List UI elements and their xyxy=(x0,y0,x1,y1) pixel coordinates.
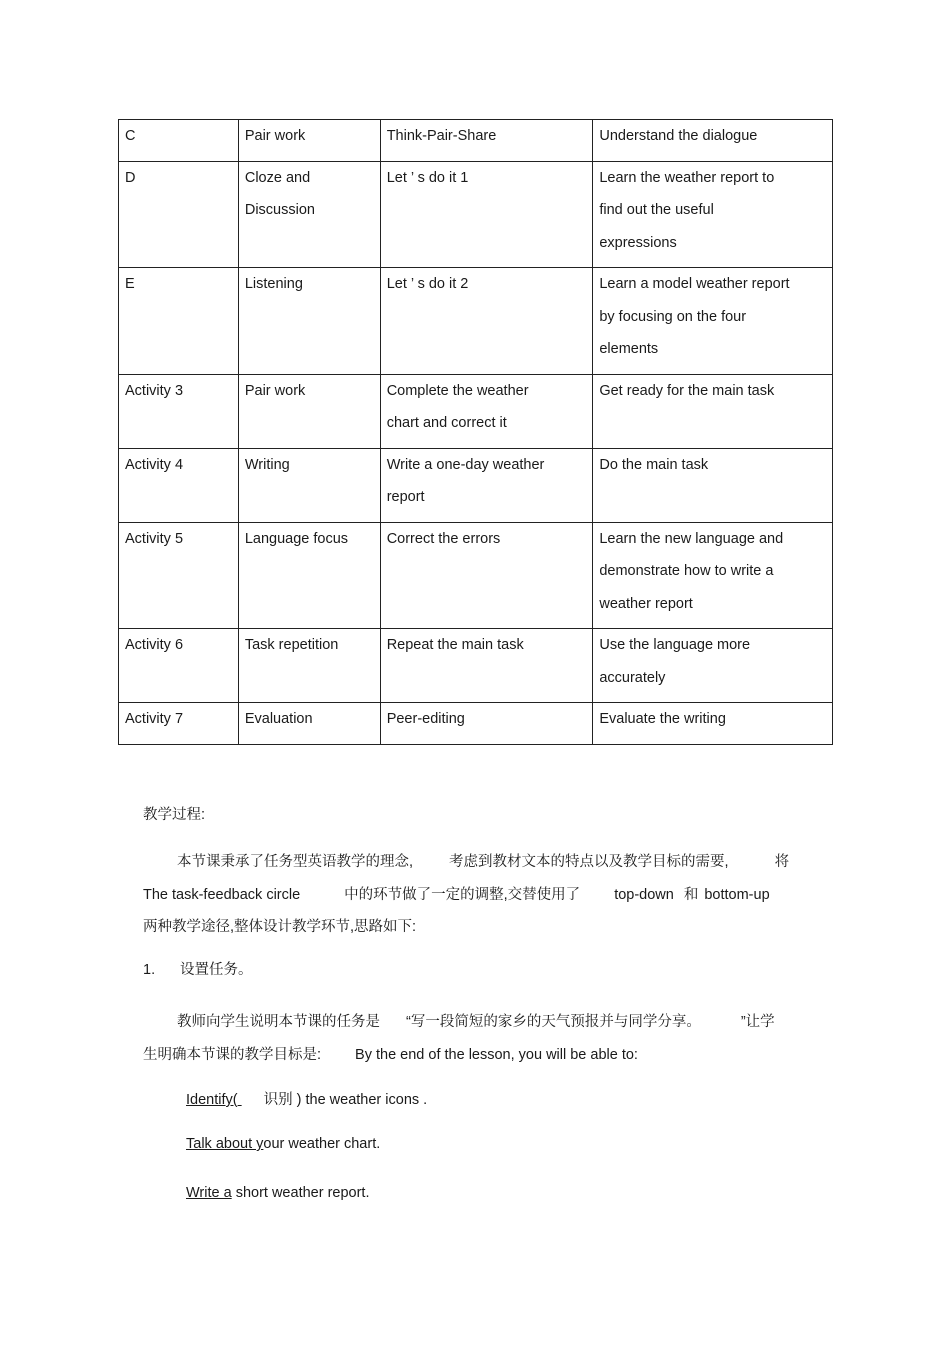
cell-line: Activity 5 xyxy=(125,530,184,547)
cell-line: Activity 4 xyxy=(125,456,184,473)
table-cell-purpose xyxy=(593,629,833,703)
intro-line-1 xyxy=(143,846,813,879)
lesson-plan-table xyxy=(118,119,833,745)
cell-line: expressions xyxy=(599,234,677,251)
table-cell-step xyxy=(119,161,239,268)
intro-text: 中的环节做了一定的调整,交替使用了 xyxy=(344,886,581,903)
goal-text: short weather report. xyxy=(231,1185,370,1201)
cell-line: Repeat the main task xyxy=(386,637,524,653)
table-cell-mode xyxy=(238,374,380,448)
cell-line: Evaluate the writing xyxy=(599,711,726,727)
cell-line: Evaluation xyxy=(244,711,313,727)
goal-text: our weather chart. xyxy=(263,1136,381,1152)
table-cell-step xyxy=(119,120,239,162)
cell-line: Pair work xyxy=(244,382,306,399)
table-cell-activity xyxy=(380,268,593,375)
table-row xyxy=(119,120,833,162)
step-1-heading xyxy=(143,958,253,979)
cell-line: Let ’ s do it 1 xyxy=(386,169,469,186)
table-cell-activity xyxy=(380,374,593,448)
cell-line: Task repetition xyxy=(244,637,339,653)
step-title: 设置任务。 xyxy=(180,962,253,978)
table-row xyxy=(119,703,833,745)
intro-text: The task-feedback circle xyxy=(143,886,301,903)
cell-line: Activity 7 xyxy=(125,711,184,727)
cell-line: Activity 6 xyxy=(125,637,184,653)
cell-line: Peer-editing xyxy=(386,711,465,727)
cell-line: accurately xyxy=(599,669,666,686)
cell-line: Learn the weather report to xyxy=(599,169,775,186)
intro-text: 将 xyxy=(774,854,790,870)
table-cell-purpose xyxy=(593,120,833,162)
cell-line: weather report xyxy=(599,595,693,612)
table-cell-mode xyxy=(238,522,380,629)
task-text: “写一段简短的家乡的天气预报并与同学分享。 xyxy=(406,1014,701,1030)
cell-line: Learn a model weather report xyxy=(599,276,790,292)
table-cell-activity xyxy=(380,522,593,629)
goal-write xyxy=(186,1185,370,1201)
goal-talk xyxy=(186,1136,380,1152)
task-text: ”让学 xyxy=(740,1014,775,1030)
intro-line-3: 两种教学途径,整体设计教学环节,思路如下: xyxy=(143,919,417,935)
cell-line: Cloze and xyxy=(244,169,311,186)
goal-identify xyxy=(186,1088,427,1109)
cell-line: Understand the dialogue xyxy=(599,128,758,144)
process-label: 教学过程: xyxy=(143,807,206,823)
intro-text: 本节课秉承了任务型英语教学的理念, xyxy=(177,854,414,870)
cell-line: find out the useful xyxy=(599,202,714,218)
table-cell-purpose xyxy=(593,374,833,448)
table-row xyxy=(119,374,833,448)
cell-line: D xyxy=(125,169,136,186)
table-row xyxy=(119,629,833,703)
table-cell-activity xyxy=(380,448,593,522)
table-cell-activity xyxy=(380,703,593,745)
cell-line: Discussion xyxy=(244,202,315,218)
goal-text: 识别 ) the weather icons . xyxy=(263,1092,428,1108)
cell-line: Get ready for the main task xyxy=(599,382,775,399)
table-row xyxy=(119,268,833,375)
cell-line: Listening xyxy=(244,276,303,292)
table-cell-mode xyxy=(238,703,380,745)
table-row xyxy=(119,448,833,522)
task-paragraph xyxy=(143,1006,813,1071)
cell-line: Do the main task xyxy=(599,456,709,473)
table-cell-mode xyxy=(238,629,380,703)
cell-line: report xyxy=(386,489,425,505)
cell-line: Correct the errors xyxy=(386,530,501,547)
cell-line: Learn the new language and xyxy=(599,530,784,547)
table-cell-step xyxy=(119,448,239,522)
table-row xyxy=(119,522,833,629)
cell-line: E xyxy=(125,276,135,292)
table-cell-mode xyxy=(238,268,380,375)
cell-line: Write a one-day weather xyxy=(386,456,545,473)
table-cell-step xyxy=(119,374,239,448)
table-row xyxy=(119,161,833,268)
intro-line-2 xyxy=(143,879,813,912)
table-cell-step xyxy=(119,703,239,745)
table-cell-activity xyxy=(380,161,593,268)
cell-line: demonstrate how to write a xyxy=(599,563,774,579)
task-text: 教师向学生说明本节课的任务是 xyxy=(177,1014,380,1030)
cell-line: C xyxy=(125,128,136,144)
table-cell-step xyxy=(119,629,239,703)
intro-text: 和 xyxy=(683,886,699,903)
table-cell-activity xyxy=(380,120,593,162)
table-cell-activity xyxy=(380,629,593,703)
task-text: By the end of the lesson, you will be able to: xyxy=(355,1046,638,1063)
table-cell-purpose xyxy=(593,522,833,629)
task-text: 生明确本节课的教学目标是: xyxy=(143,1046,322,1063)
cell-line: Complete the weather xyxy=(386,382,529,399)
lesson-plan-table-body xyxy=(119,120,833,745)
cell-line: Use the language more xyxy=(599,637,751,653)
cell-line: Pair work xyxy=(244,128,306,144)
task-line-1 xyxy=(143,1006,813,1039)
cell-line: elements xyxy=(599,341,659,357)
table-cell-step xyxy=(119,522,239,629)
goal-text-underlined: Identify( xyxy=(186,1092,238,1108)
intro-text: 考虑到教材文本的特点以及教学目标的需要, xyxy=(449,854,729,870)
cell-line: Think-Pair-Share xyxy=(386,128,497,144)
table-cell-mode xyxy=(238,448,380,522)
cell-line: by focusing on the four xyxy=(599,308,747,325)
table-cell-purpose xyxy=(593,161,833,268)
table-cell-purpose xyxy=(593,448,833,522)
table-cell-mode xyxy=(238,120,380,162)
cell-line: Language focus xyxy=(244,530,349,547)
table-cell-step xyxy=(119,268,239,375)
table-cell-purpose xyxy=(593,703,833,745)
table-cell-purpose xyxy=(593,268,833,375)
task-line-2 xyxy=(143,1039,813,1072)
cell-line: Writing xyxy=(244,456,290,473)
goal-text-underlined: Talk about y xyxy=(186,1136,264,1152)
table-cell-mode xyxy=(238,161,380,268)
goal-text-underlined: Write a xyxy=(186,1185,232,1201)
cell-line: chart and correct it xyxy=(386,415,507,431)
intro-text: top-down xyxy=(614,886,674,903)
cell-line: Activity 3 xyxy=(125,382,184,399)
process-intro-paragraph xyxy=(143,846,813,944)
intro-text: bottom-up xyxy=(704,886,770,903)
step-number: 1. xyxy=(143,962,156,978)
cell-line: Let ’ s do it 2 xyxy=(386,276,469,292)
